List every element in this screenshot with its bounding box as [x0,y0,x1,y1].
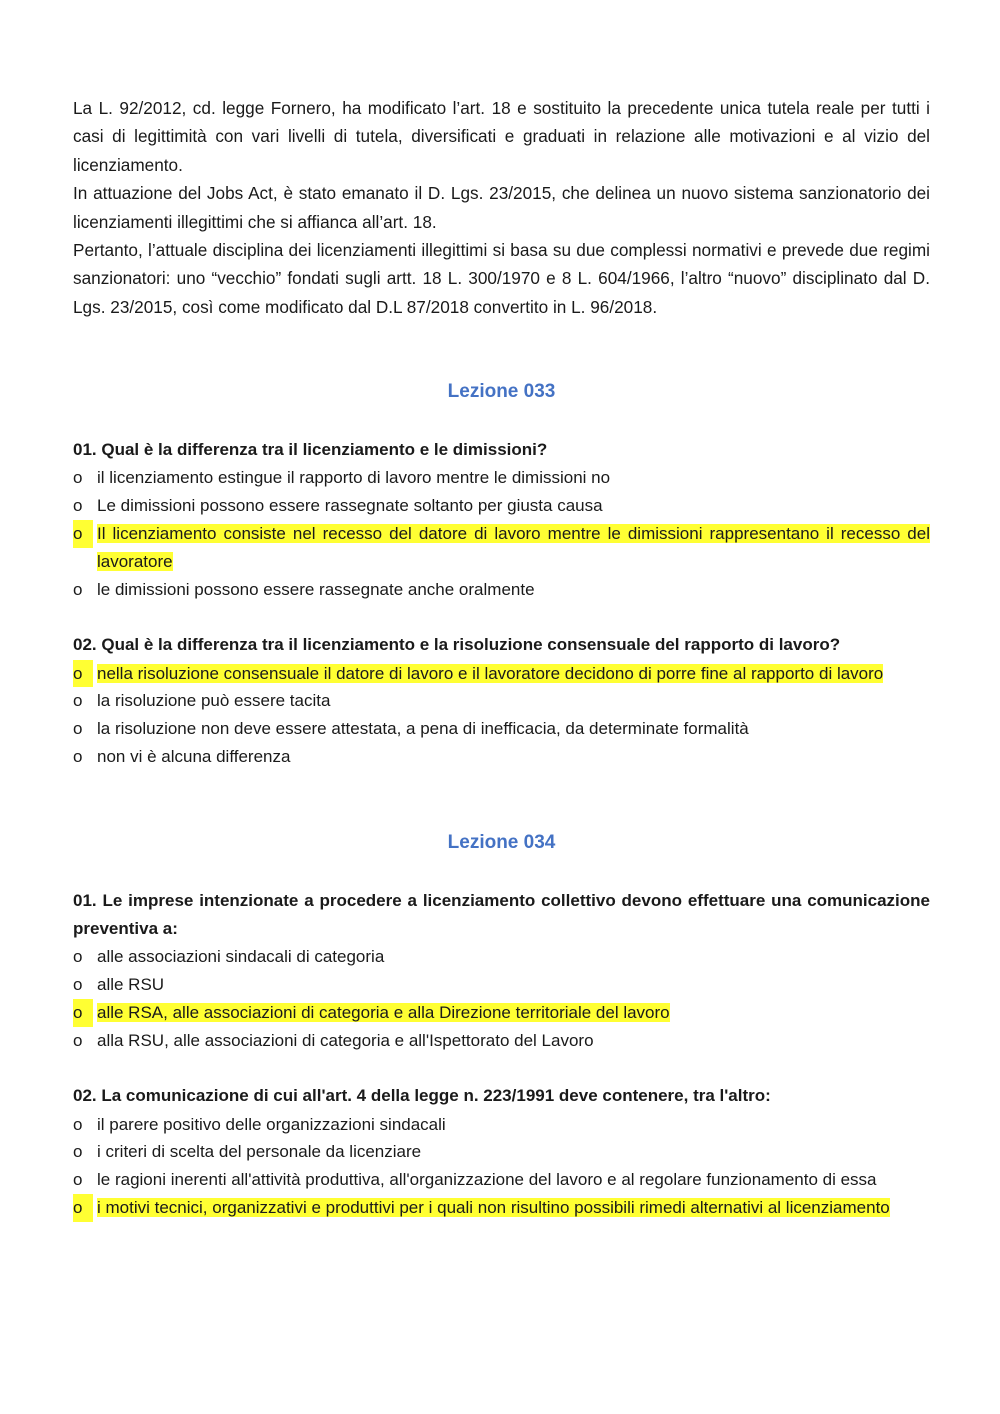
options-list [73,660,930,771]
option-text: alla RSU, alle associazioni di categoria e all'Ispettorato del Lavoro [97,1030,594,1050]
question-block [73,436,930,603]
option-text: le dimissioni possono essere rassegnate anche oralmente [97,579,535,599]
question-text: 01. Qual è la differenza tra il licenziamento e le dimissioni? [73,440,548,460]
option-text: le ragioni inerenti all'attività produttiva, all'organizzazione del lavoro e al regolare funzionamento di essa [97,1170,877,1190]
question-block [73,631,930,770]
document-page [73,94,930,1222]
option-text: nella risoluzione consensuale il datore di lavoro e il lavoratore decidono di porre fine al rapporto di lavoro [97,663,884,683]
option-text: la risoluzione non deve essere attestata, a pena di inefficacia, da determinate formalità [97,719,749,739]
lesson-title: Lezione 033 [447,381,556,403]
option-item [73,1138,930,1166]
bullet-icon: o [73,1142,83,1162]
option-text: alle associazioni sindacali di categoria [97,947,385,967]
option-text: il parere positivo delle organizzazioni sindacali [97,1114,446,1134]
bullet-icon: o [73,1170,83,1190]
options-list [73,464,930,603]
question-text: 02. Qual è la differenza tra il licenziamento e la risoluzione consensuale del rapporto di lavoro? [73,635,841,655]
option-text: alle RSU [97,975,165,995]
intro-paragraph: In attuazione del Jobs Act, è stato emanato il D. Lgs. 23/2015, che delinea un nuovo sistema sanzionatorio dei licenziamenti illegittimi che si affianca all’art. 18. [73,183,930,232]
option-item [73,464,930,492]
option-item-correct [73,999,930,1027]
option-item [73,1111,930,1139]
option-item [73,576,930,604]
bullet-icon: o [73,496,83,516]
question-text: 02. La comunicazione di cui all'art. 4 della legge n. 223/1991 deve contenere, tra l'altro: [73,1086,771,1106]
lesson-title: Lezione 034 [447,831,556,853]
option-text: Il licenziamento consiste nel recesso del datore di lavoro mentre le dimissioni rappresentano il recesso del lavoratore [97,524,930,571]
option-item [73,1027,930,1055]
option-item-correct [73,660,930,688]
bullet-icon: o [73,747,83,767]
option-item [73,687,930,715]
intro-paragraph: Pertanto, l’attuale disciplina dei licenziamenti illegittimi si basa su due complessi normativi e prevede due regimi sanzionatori: uno “vecchio” fondati sugli artt. 18 L. 300/1970 e 8 L. 604/1966, l’altro “nuovo” disciplinato dal D. Lgs. 23/2015, così come modificato dal D.L 87/2018 convertito in L. 96/2018. [73,240,930,317]
option-item [73,715,930,743]
option-text: i motivi tecnici, organizzativi e produttivi per i quali non risultino possibili rimedi alternativi al licenziamento [97,1198,890,1218]
bullet-icon: o [73,947,83,967]
bullet-icon: o [73,1114,83,1134]
option-text: la risoluzione può essere tacita [97,691,331,711]
bullet-icon: o [73,520,93,548]
bullet-icon: o [73,719,83,739]
option-text: Le dimissioni possono essere rassegnate soltanto per giusta causa [97,496,603,516]
bullet-icon: o [73,468,83,488]
bullet-icon: o [73,1030,83,1050]
option-text: alle RSA, alle associazioni di categoria e alla Direzione territoriale del lavoro [97,1002,670,1022]
bullet-icon: o [73,975,83,995]
option-item [73,743,930,771]
bullet-icon: o [73,579,83,599]
question-text: 01. Le imprese intenzionate a procedere a licenziamento collettivo devono effettuare una comunicazione preventiva a: [73,890,930,939]
option-item [73,1166,930,1194]
option-text: il licenziamento estingue il rapporto di lavoro mentre le dimissioni no [97,468,611,488]
option-text: non vi è alcuna differenza [97,747,291,767]
bullet-icon: o [73,999,93,1027]
option-item [73,943,930,971]
question-block [73,1082,930,1221]
option-item-correct [73,520,930,576]
question-block [73,887,930,1055]
bullet-icon: o [73,691,83,711]
option-item [73,971,930,999]
options-list [73,943,930,1054]
bullet-icon: o [73,1194,93,1222]
option-text: i criteri di scelta del personale da licenziare [97,1142,422,1162]
option-item-correct [73,1194,930,1222]
options-list [73,1111,930,1222]
option-item [73,492,930,520]
bullet-icon: o [73,660,93,688]
intro-paragraph: La L. 92/2012, cd. legge Fornero, ha modificato l’art. 18 e sostituito la precedente unica tutela reale per tutti i casi di legittimità con vari livelli di tutela, diversificati e graduati in relazione alle motivazioni e al vizio del licenziamento. [73,98,930,175]
